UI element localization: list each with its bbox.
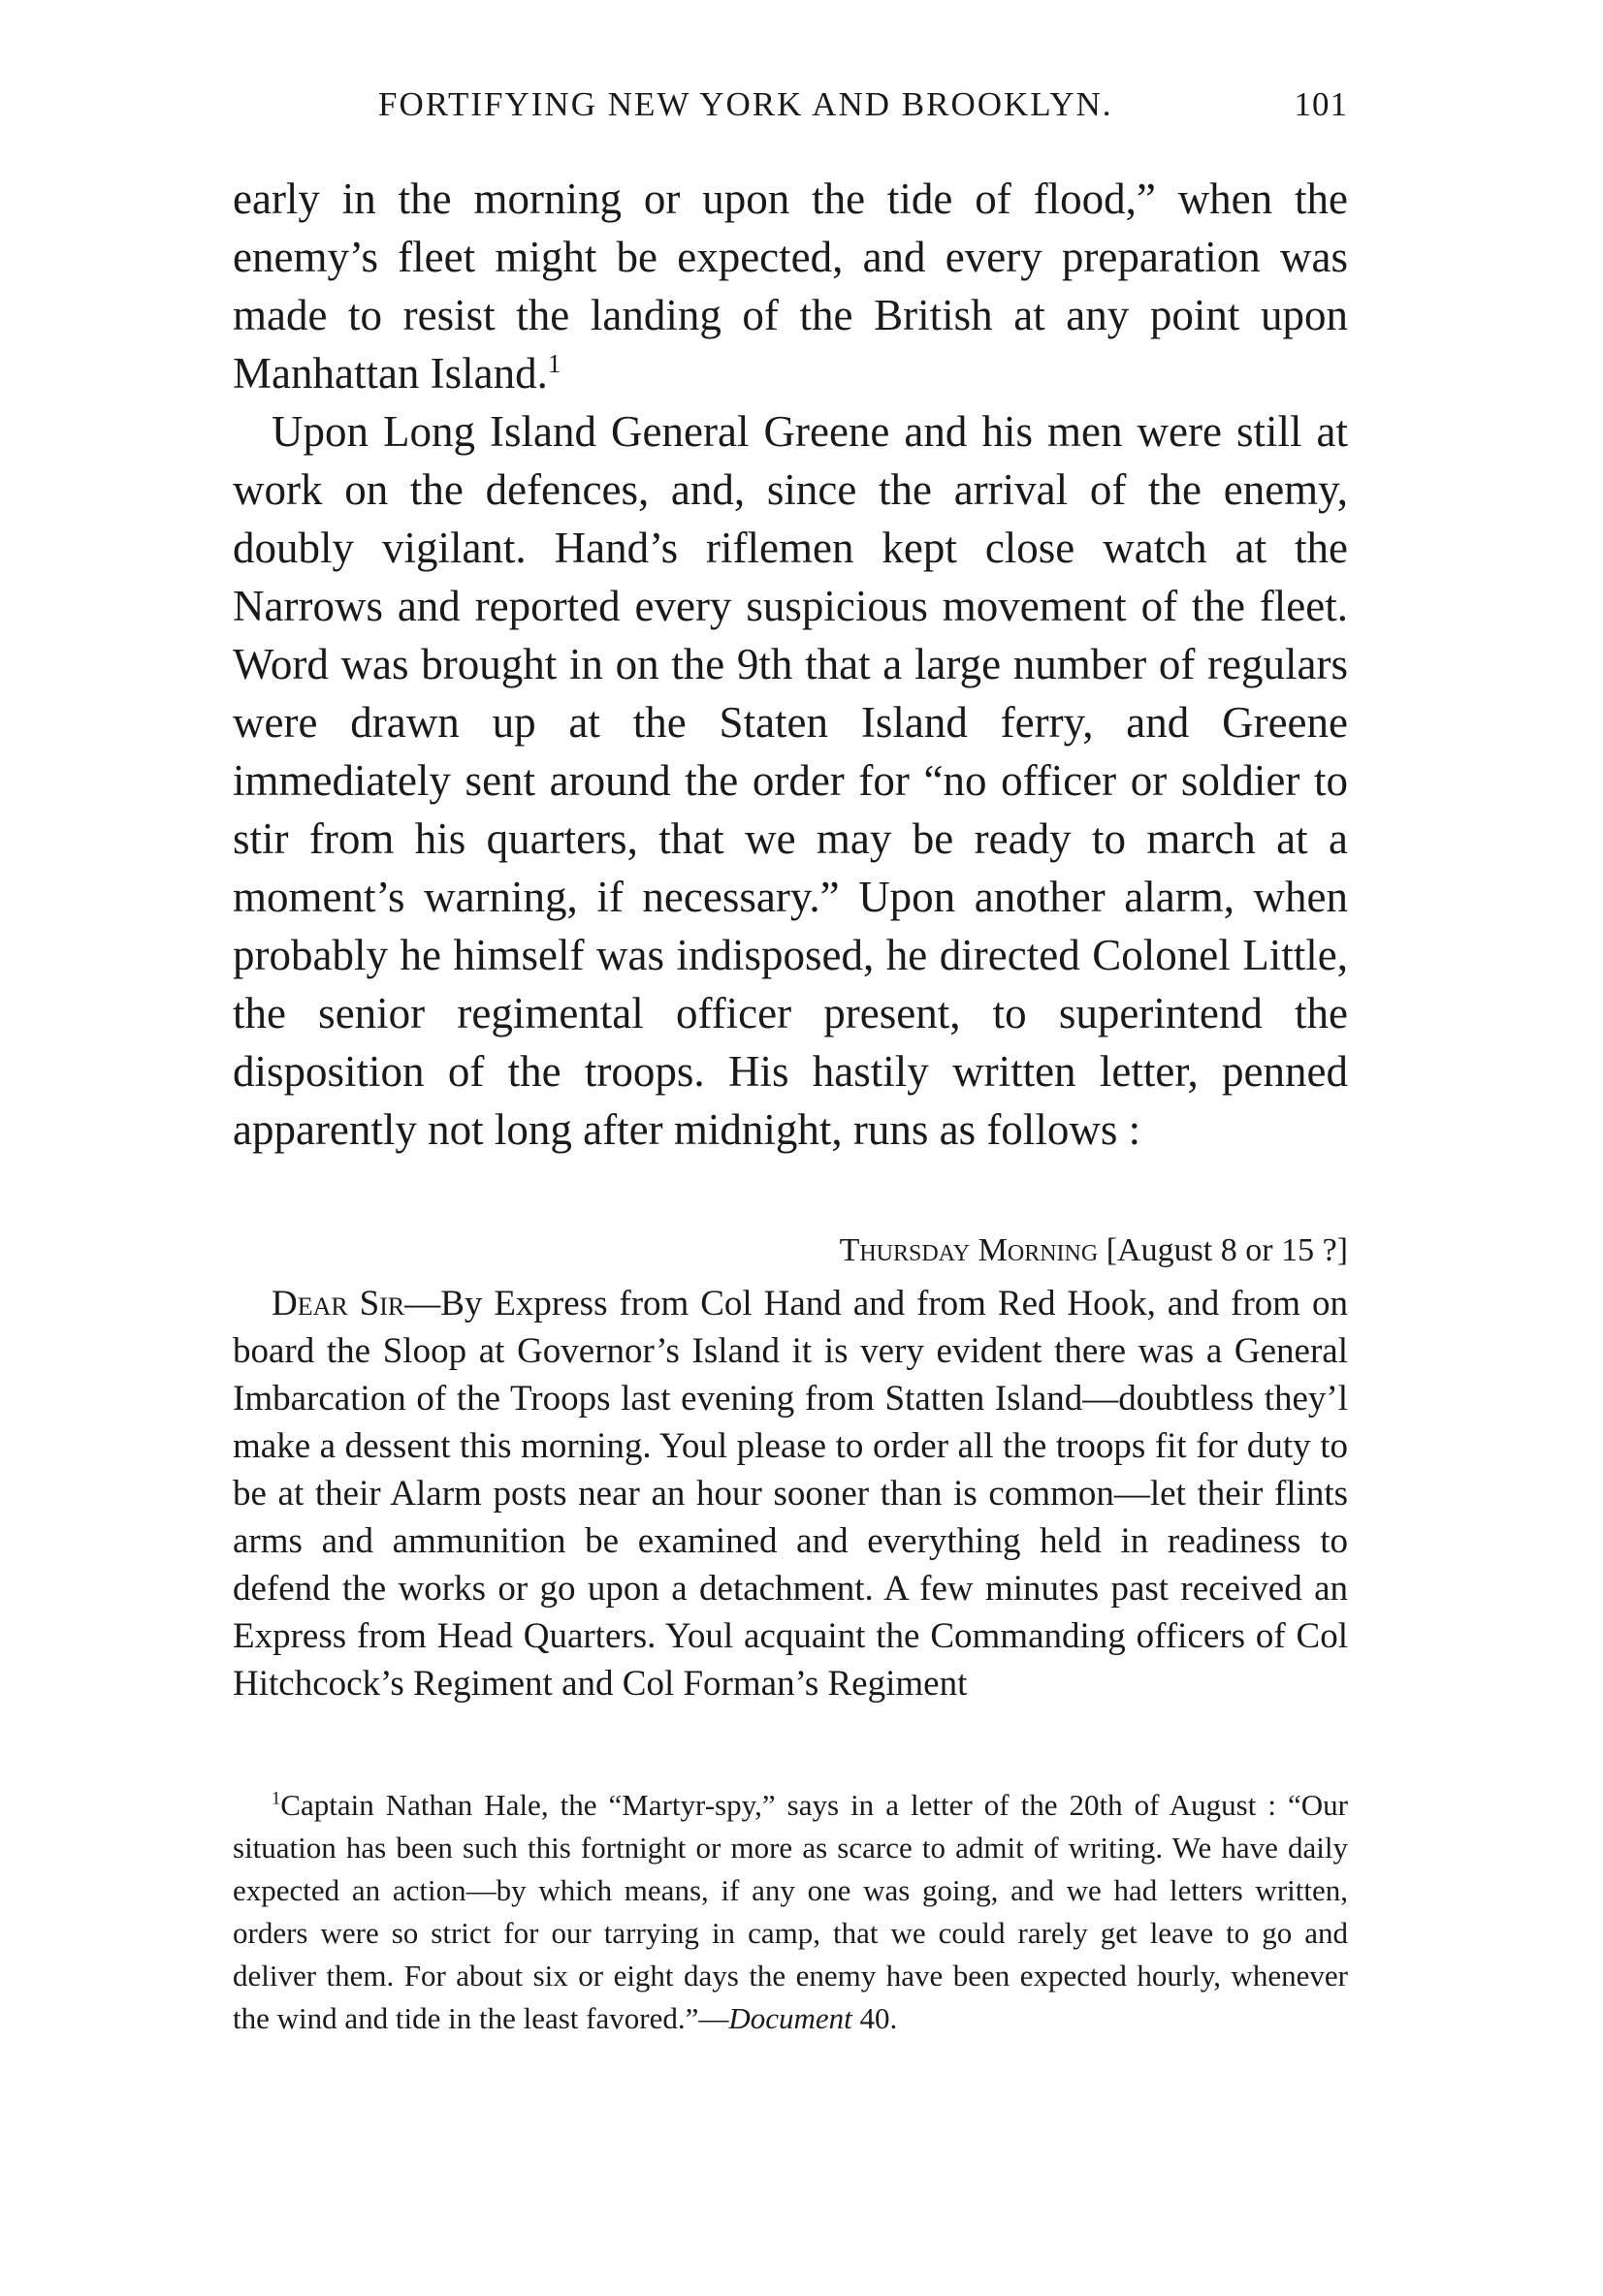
letter-text: —By Express from Col Hand and from Red Hook, and from on board the Sloop at Governor’s Island it is very evident there was a General Imbarcation of the Troops last evening from Statten Island—doubtless they’l make a dessent this morning. Youl please to order all the troops fit for duty to be at their Alarm posts near an hour sooner than is common—let their flints arms and ammunition be examined and everything held in readiness to defend the works or go upon a detachment. A few minutes past received an Express from Head Quarters. Youl acquaint the Commanding officers of Col Hitchcock’s Regiment and Col Forman’s Regiment: [233, 1284, 1348, 1704]
running-head: [233, 85, 1348, 134]
letter-paragraph: [233, 1280, 1348, 1707]
book-page: [233, 0, 1348, 2296]
footnote-marker: 1: [272, 1788, 281, 1809]
main-text: [233, 170, 1348, 1159]
paragraph-1-text: early in the morning or upon the tide of flood,” when the enemy’s fleet might be expected, and every preparation was made to resist the landing of the British at any point upon Manhattan Island.: [233, 175, 1348, 398]
paragraph-2: Upon Long Island General Greene and his men were still at work on the defences, and, since the arrival of the enemy, doubly vigilant. Hand’s riflemen kept close watch at the Narrows and reported every suspicious movement of the fleet. Word was brought in on the 9th that a large number of regulars were drawn up at the Staten Island ferry, and Greene immediately sent around the order for “no officer or soldier to stir from his quarters, that we may be ready to march at a moment’s warning, if necessary.” Upon another alarm, when probably he himself was indisposed, he directed Colonel Little, the senior regimental officer present, to superintend the disposition of the troops. His hastily written letter, penned apparently not long after midnight, runs as follows :: [233, 407, 1348, 1154]
footnote-text: Captain Nathan Hale, the “Martyr-spy,” says in a letter of the 20th of August : “Our situation has been such this fortnight or more as scarce to admit of writing. We have daily expected an action—by which means, if any one was going, and we had letters written, orders were so strict for our tarrying in camp, that we could rarely get leave to go and deliver them. For about six or eight days the enemy have been expected hourly, whenever the wind and tide in the least favored.”—: [233, 1788, 1348, 2035]
footnote-citation: Document: [728, 2001, 852, 2035]
footnote-reference: 1: [547, 349, 561, 378]
footnote-paragraph: [233, 1784, 1348, 2040]
running-title: FORTIFYING NEW YORK AND BROOKLYN.: [378, 85, 1113, 123]
letter-salutation: Dear Sir: [272, 1284, 405, 1323]
letter-date: [August 8 or 15 ?]: [1106, 1232, 1348, 1268]
footnote-citation-number: 40.: [851, 2001, 898, 2035]
paragraph-1: [233, 170, 1348, 402]
footnote: [233, 1784, 1348, 2040]
letter-body: [233, 1280, 1348, 1707]
letter-heading: [840, 1231, 1348, 1270]
letter-day: Thursday Morning: [839, 1232, 1099, 1268]
page-number: 101: [1294, 85, 1348, 123]
